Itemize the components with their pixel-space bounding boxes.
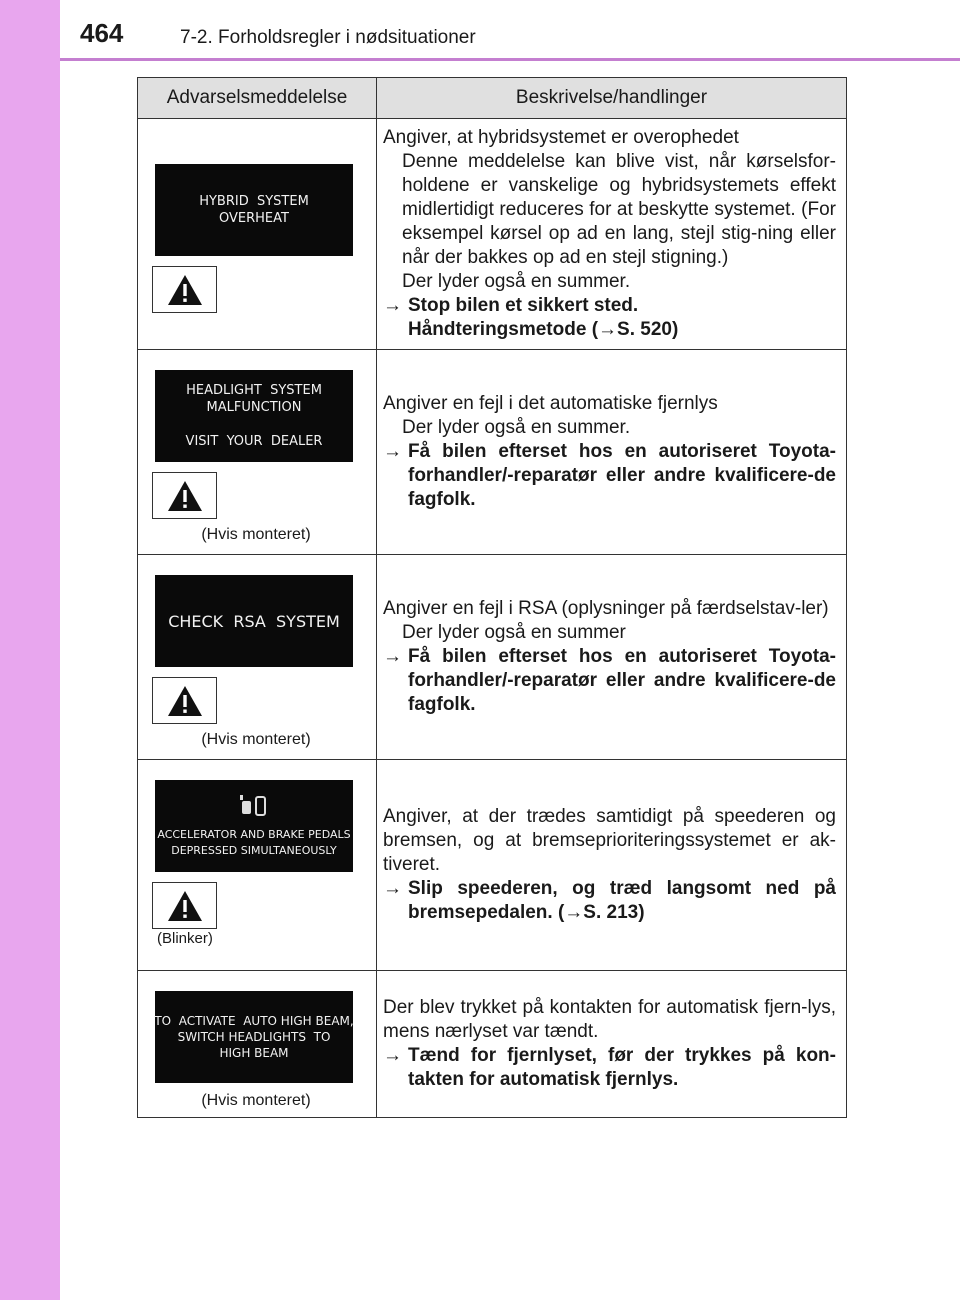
display-screen (155, 164, 353, 256)
description-title: Angiver en fejl i det automatiske fjernlys (383, 393, 718, 414)
message-cell (138, 555, 377, 760)
screen-line: HYBRID SYSTEM (199, 194, 309, 209)
action-text: Få bilen efterset hos en autoriseret Toyota-forhandler/-reparatør eller andre kvalificere-de fagfolk. (408, 441, 836, 510)
description-title: Angiver, at der trædes samtidigt på speederen og bremsen, og at bremseprioriteringssystemet er ak-tiveret. (383, 806, 836, 875)
screen-line: DEPRESSED SIMULTANEOUSLY (171, 844, 337, 857)
pedal-icon (239, 793, 269, 819)
screen-line: CHECK RSA SYSTEM (168, 611, 340, 631)
table-row (138, 971, 847, 1118)
action-text: Stop bilen et sikkert sted. (408, 295, 639, 316)
display-screen (155, 370, 353, 462)
description-detail: Denne meddelelse kan blive vist, når kørselsfor-holdene er vanskelige og hybridsystemets effekt midlertidigt reduceres for at beskytte systemet. (For eksempel kørsel op ad en lang, stejl stig-ning eller når der bakkes op ad en stejl stigning.) (402, 151, 836, 268)
screen-line: VISIT YOUR DEALER (185, 434, 323, 449)
description-detail: Der lyder også en summer. (402, 271, 631, 292)
availability-note: (Hvis monteret) (201, 526, 311, 543)
warning-triangle-icon (152, 677, 217, 724)
message-cell (138, 760, 377, 971)
description-title: Der blev trykket på kontakten for automatisk fjern-lys, mens nærlyset var tændt. (383, 997, 836, 1042)
message-cell (138, 971, 377, 1118)
warning-triangle-icon (152, 472, 217, 519)
action-item (383, 1044, 836, 1092)
arrow-icon: → (564, 902, 584, 923)
description-cell (377, 555, 847, 760)
screen-line: TO ACTIVATE AUTO HIGH BEAM, (154, 1014, 354, 1028)
screen-line: OVERHEAT (219, 211, 289, 226)
display-screen (155, 780, 353, 872)
blink-note: (Blinker) (157, 930, 213, 947)
action-item (383, 645, 836, 717)
screen-line: MALFUNCTION (206, 400, 302, 415)
description-title: Angiver, at hybridsystemet er overophedet (383, 127, 739, 148)
action-text: Tænd for fjernlyset, før der trykkes på kon-takten for automatisk fjernlys. (408, 1045, 836, 1090)
page-reference: S. 213) (583, 902, 645, 923)
description-cell (377, 971, 847, 1118)
arrow-icon: → (383, 441, 402, 462)
page-sidebar (0, 0, 60, 1300)
page-reference: S. 520) (617, 319, 679, 340)
description-title: Angiver en fejl i RSA (oplysninger på færdselstav-ler) (383, 598, 829, 619)
action-text: Håndteringsmetode ( (408, 319, 599, 340)
description-detail: Der lyder også en summer. (402, 417, 631, 438)
action-item (383, 294, 836, 342)
table-row (138, 555, 847, 760)
description-cell (377, 350, 847, 555)
description-detail: Der lyder også en summer (402, 622, 626, 643)
column-header-message: Advarselsmeddelelse (138, 78, 377, 119)
table-row (138, 760, 847, 971)
arrow-icon: → (598, 319, 618, 340)
description-cell (377, 119, 847, 350)
page-number: 464 (80, 18, 124, 48)
arrow-icon: → (383, 878, 402, 899)
warning-triangle-icon (152, 882, 217, 929)
screen-line (252, 416, 256, 433)
action-text: Få bilen efterset hos en autoriseret Toyota-forhandler/-reparatør eller andre kvalificere-de fagfolk. (408, 646, 836, 715)
screen-line: HIGH BEAM (219, 1046, 289, 1060)
screen-line: SWITCH HEADLIGHTS TO (177, 1030, 331, 1044)
warning-message-table (137, 77, 847, 1118)
arrow-icon: → (383, 295, 402, 316)
column-header-description: Beskrivelse/handlinger (377, 78, 847, 119)
screen-line: ACCELERATOR AND BRAKE PEDALS (157, 828, 351, 841)
warning-triangle-icon (152, 266, 217, 313)
availability-note: (Hvis monteret) (201, 1092, 311, 1109)
table-header-row (138, 78, 847, 119)
description-cell (377, 760, 847, 971)
message-cell (138, 119, 377, 350)
display-screen (155, 991, 353, 1083)
action-item (383, 440, 836, 512)
action-text: Slip speederen, og træd langsomt ned på bremsepedalen. ( (408, 878, 836, 923)
message-cell (138, 350, 377, 555)
arrow-icon: → (383, 1045, 402, 1066)
action-item (383, 877, 836, 925)
table-row (138, 119, 847, 350)
display-screen (155, 575, 353, 667)
arrow-icon: → (383, 646, 402, 667)
screen-line: HEADLIGHT SYSTEM (186, 383, 322, 398)
header-divider (60, 58, 960, 61)
availability-note: (Hvis monteret) (201, 731, 311, 748)
section-title: 7-2. Forholdsregler i nødsituationer (180, 27, 476, 48)
table-row (138, 350, 847, 555)
